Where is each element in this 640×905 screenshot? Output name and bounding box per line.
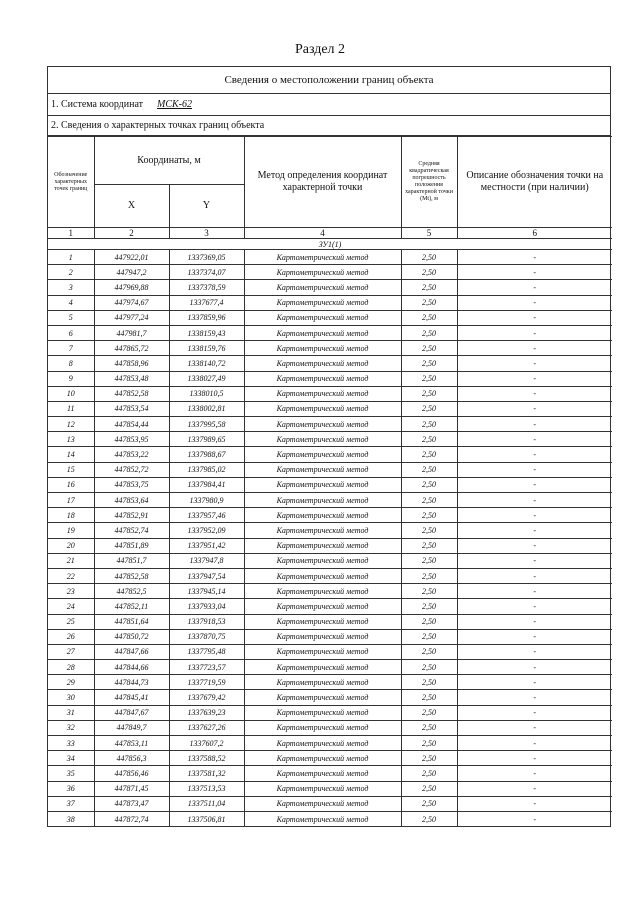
table-row bbox=[48, 568, 612, 583]
point-number: 21 bbox=[48, 553, 94, 568]
method: Картометрический метод bbox=[244, 250, 401, 265]
coordinate-x: 447849,7 bbox=[94, 720, 169, 735]
description: - bbox=[457, 310, 612, 325]
point-number: 5 bbox=[48, 310, 94, 325]
table-row bbox=[48, 660, 612, 675]
point-number: 20 bbox=[48, 538, 94, 553]
document-table bbox=[47, 66, 611, 827]
table-row bbox=[48, 386, 612, 401]
coordinate-x: 447922,01 bbox=[94, 250, 169, 265]
accuracy: 2,50 bbox=[401, 720, 457, 735]
table-row bbox=[48, 538, 612, 553]
coordinate-x: 447853,54 bbox=[94, 401, 169, 416]
table-row bbox=[48, 584, 612, 599]
table-row bbox=[48, 720, 612, 735]
point-number: 37 bbox=[48, 796, 94, 811]
description: - bbox=[457, 675, 612, 690]
coordinate-y: 1337980,9 bbox=[169, 493, 244, 508]
table-row bbox=[48, 371, 612, 386]
description: - bbox=[457, 265, 612, 280]
coordinate-y: 1337952,09 bbox=[169, 523, 244, 538]
method: Картометрический метод bbox=[244, 447, 401, 462]
table-row bbox=[48, 675, 612, 690]
coordinate-x: 447853,11 bbox=[94, 736, 169, 751]
method: Картометрический метод bbox=[244, 811, 401, 826]
coordinate-y: 1338159,43 bbox=[169, 325, 244, 340]
point-number: 28 bbox=[48, 660, 94, 675]
coordinate-y: 1337957,46 bbox=[169, 508, 244, 523]
coordinate-x: 447853,48 bbox=[94, 371, 169, 386]
accuracy: 2,50 bbox=[401, 553, 457, 568]
page-title: Раздел 2 bbox=[294, 42, 346, 57]
method: Картометрический метод bbox=[244, 325, 401, 340]
description: - bbox=[457, 325, 612, 340]
table-row bbox=[48, 599, 612, 614]
coordinate-x: 447974,67 bbox=[94, 295, 169, 310]
accuracy: 2,50 bbox=[401, 811, 457, 826]
coordinate-y: 1337795,48 bbox=[169, 644, 244, 659]
point-number: 18 bbox=[48, 508, 94, 523]
coordinate-y: 1337918,53 bbox=[169, 614, 244, 629]
coordinate-y: 1337947,8 bbox=[169, 553, 244, 568]
description: - bbox=[457, 781, 612, 796]
table-row bbox=[48, 523, 612, 538]
table-row bbox=[48, 462, 612, 477]
method: Картометрический метод bbox=[244, 690, 401, 705]
point-number: 38 bbox=[48, 811, 94, 826]
point-number: 7 bbox=[48, 341, 94, 356]
description: - bbox=[457, 295, 612, 310]
method: Картометрический метод bbox=[244, 705, 401, 720]
accuracy: 2,50 bbox=[401, 280, 457, 295]
point-number: 32 bbox=[48, 720, 94, 735]
description: - bbox=[457, 644, 612, 659]
coordinate-y: 1338159,76 bbox=[169, 341, 244, 356]
accuracy: 2,50 bbox=[401, 401, 457, 416]
description: - bbox=[457, 720, 612, 735]
accuracy: 2,50 bbox=[401, 599, 457, 614]
point-number: 29 bbox=[48, 675, 94, 690]
table-row bbox=[48, 781, 612, 796]
coordinate-x: 447847,67 bbox=[94, 705, 169, 720]
description: - bbox=[457, 401, 612, 416]
coordinate-y: 1338027,49 bbox=[169, 371, 244, 386]
accuracy: 2,50 bbox=[401, 371, 457, 386]
accuracy: 2,50 bbox=[401, 493, 457, 508]
table-row bbox=[48, 493, 612, 508]
coordinate-x: 447872,74 bbox=[94, 811, 169, 826]
accuracy: 2,50 bbox=[401, 265, 457, 280]
method: Картометрический метод bbox=[244, 644, 401, 659]
coordinate-y: 1337723,57 bbox=[169, 660, 244, 675]
accuracy: 2,50 bbox=[401, 614, 457, 629]
point-number: 4 bbox=[48, 295, 94, 310]
coordinate-y: 1337984,41 bbox=[169, 477, 244, 492]
description: - bbox=[457, 614, 612, 629]
point-number: 30 bbox=[48, 690, 94, 705]
accuracy: 2,50 bbox=[401, 538, 457, 553]
coordinate-y: 1338140,72 bbox=[169, 356, 244, 371]
coordinate-x: 447845,41 bbox=[94, 690, 169, 705]
coordinate-x: 447977,24 bbox=[94, 310, 169, 325]
coordinate-x: 447865,72 bbox=[94, 341, 169, 356]
coordinate-x: 447847,66 bbox=[94, 644, 169, 659]
description: - bbox=[457, 523, 612, 538]
coordinate-y: 1338010,5 bbox=[169, 386, 244, 401]
accuracy: 2,50 bbox=[401, 523, 457, 538]
table-row bbox=[48, 401, 612, 416]
description: - bbox=[457, 371, 612, 386]
column-number: 2 bbox=[94, 228, 169, 239]
method: Картометрический метод bbox=[244, 751, 401, 766]
accuracy: 2,50 bbox=[401, 447, 457, 462]
table-row bbox=[48, 508, 612, 523]
table-row bbox=[48, 310, 612, 325]
coordinate-x: 447853,75 bbox=[94, 477, 169, 492]
description: - bbox=[457, 538, 612, 553]
table-row bbox=[48, 766, 612, 781]
table-row bbox=[48, 644, 612, 659]
point-number: 3 bbox=[48, 280, 94, 295]
method: Картометрический метод bbox=[244, 553, 401, 568]
description: - bbox=[457, 356, 612, 371]
coordinate-y: 1337933,04 bbox=[169, 599, 244, 614]
point-number: 25 bbox=[48, 614, 94, 629]
coordinate-x: 447844,73 bbox=[94, 675, 169, 690]
method: Картометрический метод bbox=[244, 295, 401, 310]
description: - bbox=[457, 386, 612, 401]
header-coordinates: Координаты, м bbox=[94, 137, 244, 185]
method: Картометрический метод bbox=[244, 766, 401, 781]
point-number: 1 bbox=[48, 250, 94, 265]
table-row bbox=[48, 295, 612, 310]
description: - bbox=[457, 751, 612, 766]
description: - bbox=[457, 493, 612, 508]
point-number: 23 bbox=[48, 584, 94, 599]
coordinate-x: 447981,7 bbox=[94, 325, 169, 340]
table-row bbox=[48, 553, 612, 568]
point-number: 14 bbox=[48, 447, 94, 462]
description: - bbox=[457, 341, 612, 356]
accuracy: 2,50 bbox=[401, 736, 457, 751]
coordinate-x: 447850,72 bbox=[94, 629, 169, 644]
point-number: 2 bbox=[48, 265, 94, 280]
point-number: 8 bbox=[48, 356, 94, 371]
method: Картометрический метод bbox=[244, 720, 401, 735]
coordinate-y: 1337995,58 bbox=[169, 417, 244, 432]
coordinate-x: 447854,44 bbox=[94, 417, 169, 432]
points-table bbox=[48, 136, 612, 826]
land-plot-label: ЗУ1(1) bbox=[48, 239, 612, 250]
table-row bbox=[48, 447, 612, 462]
table-row bbox=[48, 796, 612, 811]
method: Картометрический метод bbox=[244, 432, 401, 447]
coordinate-y: 1337378,59 bbox=[169, 280, 244, 295]
description: - bbox=[457, 811, 612, 826]
point-number: 24 bbox=[48, 599, 94, 614]
table-row bbox=[48, 341, 612, 356]
method: Картометрический метод bbox=[244, 356, 401, 371]
column-number: 3 bbox=[169, 228, 244, 239]
method: Картометрический метод bbox=[244, 310, 401, 325]
point-number: 26 bbox=[48, 629, 94, 644]
coordinate-x: 447851,89 bbox=[94, 538, 169, 553]
point-number: 36 bbox=[48, 781, 94, 796]
table-row bbox=[48, 432, 612, 447]
accuracy: 2,50 bbox=[401, 462, 457, 477]
method: Картометрический метод bbox=[244, 614, 401, 629]
description: - bbox=[457, 508, 612, 523]
description: - bbox=[457, 553, 612, 568]
point-number: 9 bbox=[48, 371, 94, 386]
coordinate-system-label: 1. Система координат bbox=[51, 99, 144, 110]
accuracy: 2,50 bbox=[401, 295, 457, 310]
coordinate-x: 447852,91 bbox=[94, 508, 169, 523]
accuracy: 2,50 bbox=[401, 325, 457, 340]
accuracy: 2,50 bbox=[401, 386, 457, 401]
description: - bbox=[457, 766, 612, 781]
method: Картометрический метод bbox=[244, 371, 401, 386]
coordinate-y: 1337985,02 bbox=[169, 462, 244, 477]
accuracy: 2,50 bbox=[401, 432, 457, 447]
accuracy: 2,50 bbox=[401, 644, 457, 659]
coordinate-y: 1337679,42 bbox=[169, 690, 244, 705]
method: Картометрический метод bbox=[244, 386, 401, 401]
coordinate-system-value: МСК-62 bbox=[157, 99, 193, 110]
description: - bbox=[457, 417, 612, 432]
section-heading: Сведения о местоположении границ объекта bbox=[48, 67, 610, 94]
accuracy: 2,50 bbox=[401, 781, 457, 796]
coordinate-y: 1337859,96 bbox=[169, 310, 244, 325]
table-row bbox=[48, 690, 612, 705]
description: - bbox=[457, 280, 612, 295]
column-number: 1 bbox=[48, 228, 94, 239]
coordinate-y: 1337588,52 bbox=[169, 751, 244, 766]
coordinate-x: 447852,74 bbox=[94, 523, 169, 538]
method: Картометрический метод bbox=[244, 401, 401, 416]
point-number: 12 bbox=[48, 417, 94, 432]
method: Картометрический метод bbox=[244, 523, 401, 538]
point-number: 11 bbox=[48, 401, 94, 416]
coordinate-y: 1337989,65 bbox=[169, 432, 244, 447]
method: Картометрический метод bbox=[244, 599, 401, 614]
coordinate-x: 447852,58 bbox=[94, 386, 169, 401]
description: - bbox=[457, 599, 612, 614]
column-number: 5 bbox=[401, 228, 457, 239]
coordinate-x: 447969,88 bbox=[94, 280, 169, 295]
point-number: 19 bbox=[48, 523, 94, 538]
accuracy: 2,50 bbox=[401, 568, 457, 583]
coordinate-y: 1337947,54 bbox=[169, 568, 244, 583]
coordinate-y: 1337581,32 bbox=[169, 766, 244, 781]
coordinate-x: 447853,64 bbox=[94, 493, 169, 508]
point-number: 22 bbox=[48, 568, 94, 583]
accuracy: 2,50 bbox=[401, 705, 457, 720]
header-point-designation: Обозначение характерных точек границ bbox=[48, 137, 94, 228]
table-row bbox=[48, 629, 612, 644]
coordinate-y: 1337870,75 bbox=[169, 629, 244, 644]
method: Картометрический метод bbox=[244, 508, 401, 523]
header-x: X bbox=[94, 185, 169, 228]
method: Картометрический метод bbox=[244, 660, 401, 675]
description: - bbox=[457, 250, 612, 265]
table-row bbox=[48, 736, 612, 751]
table-row bbox=[48, 614, 612, 629]
coordinate-y: 1337639,23 bbox=[169, 705, 244, 720]
column-number: 4 bbox=[244, 228, 401, 239]
accuracy: 2,50 bbox=[401, 477, 457, 492]
description: - bbox=[457, 705, 612, 720]
table-row bbox=[48, 280, 612, 295]
description: - bbox=[457, 629, 612, 644]
point-number: 35 bbox=[48, 766, 94, 781]
coordinate-x: 447844,66 bbox=[94, 660, 169, 675]
method: Картометрический метод bbox=[244, 477, 401, 492]
point-number: 10 bbox=[48, 386, 94, 401]
header-description: Описание обозначения точки на местности (при наличии) bbox=[457, 137, 612, 228]
description: - bbox=[457, 796, 612, 811]
method: Картометрический метод bbox=[244, 568, 401, 583]
description: - bbox=[457, 447, 612, 462]
header-y: Y bbox=[169, 185, 244, 228]
coordinate-y: 1337513,53 bbox=[169, 781, 244, 796]
coordinate-y: 1337951,42 bbox=[169, 538, 244, 553]
coordinate-x: 447873,47 bbox=[94, 796, 169, 811]
description: - bbox=[457, 462, 612, 477]
accuracy: 2,50 bbox=[401, 508, 457, 523]
accuracy: 2,50 bbox=[401, 250, 457, 265]
coordinate-x: 447852,72 bbox=[94, 462, 169, 477]
method: Картометрический метод bbox=[244, 584, 401, 599]
method: Картометрический метод bbox=[244, 417, 401, 432]
description: - bbox=[457, 660, 612, 675]
accuracy: 2,50 bbox=[401, 584, 457, 599]
point-number: 27 bbox=[48, 644, 94, 659]
table-row bbox=[48, 325, 612, 340]
description: - bbox=[457, 477, 612, 492]
point-number: 16 bbox=[48, 477, 94, 492]
accuracy: 2,50 bbox=[401, 690, 457, 705]
table-row bbox=[48, 811, 612, 826]
table-row bbox=[48, 265, 612, 280]
accuracy: 2,50 bbox=[401, 751, 457, 766]
accuracy: 2,50 bbox=[401, 356, 457, 371]
coordinate-x: 447856,46 bbox=[94, 766, 169, 781]
description: - bbox=[457, 568, 612, 583]
method: Картометрический метод bbox=[244, 629, 401, 644]
description: - bbox=[457, 690, 612, 705]
method: Картометрический метод bbox=[244, 341, 401, 356]
accuracy: 2,50 bbox=[401, 629, 457, 644]
coordinate-x: 447852,5 bbox=[94, 584, 169, 599]
point-number: 13 bbox=[48, 432, 94, 447]
coordinate-y: 1337511,04 bbox=[169, 796, 244, 811]
coordinate-x: 447852,11 bbox=[94, 599, 169, 614]
coordinate-y: 1337374,07 bbox=[169, 265, 244, 280]
header-method: Метод определения координат характерной точки bbox=[244, 137, 401, 228]
method: Картометрический метод bbox=[244, 675, 401, 690]
point-number: 34 bbox=[48, 751, 94, 766]
description: - bbox=[457, 432, 612, 447]
header-accuracy: Средняя квадратическая погрешность положения характерной точки (Mt), м bbox=[401, 137, 457, 228]
table-row bbox=[48, 477, 612, 492]
coordinate-x: 447853,22 bbox=[94, 447, 169, 462]
table-row bbox=[48, 417, 612, 432]
point-number: 15 bbox=[48, 462, 94, 477]
accuracy: 2,50 bbox=[401, 766, 457, 781]
coordinate-y: 1338002,81 bbox=[169, 401, 244, 416]
accuracy: 2,50 bbox=[401, 660, 457, 675]
accuracy: 2,50 bbox=[401, 796, 457, 811]
method: Картометрический метод bbox=[244, 280, 401, 295]
coordinate-y: 1337607,2 bbox=[169, 736, 244, 751]
coordinate-system-row bbox=[48, 94, 610, 116]
coordinate-x: 447851,7 bbox=[94, 553, 169, 568]
coordinate-x: 447853,95 bbox=[94, 432, 169, 447]
method: Картометрический метод bbox=[244, 538, 401, 553]
table-row bbox=[48, 705, 612, 720]
method: Картометрический метод bbox=[244, 781, 401, 796]
table-row bbox=[48, 250, 612, 265]
accuracy: 2,50 bbox=[401, 675, 457, 690]
point-number: 31 bbox=[48, 705, 94, 720]
point-number: 6 bbox=[48, 325, 94, 340]
coordinate-x: 447947,2 bbox=[94, 265, 169, 280]
method: Картометрический метод bbox=[244, 462, 401, 477]
coordinate-x: 447851,64 bbox=[94, 614, 169, 629]
points-section-label: 2. Сведения о характерных точках границ объекта bbox=[48, 116, 610, 136]
coordinate-x: 447852,58 bbox=[94, 568, 169, 583]
coordinate-y: 1337945,14 bbox=[169, 584, 244, 599]
accuracy: 2,50 bbox=[401, 417, 457, 432]
coordinate-y: 1337627,26 bbox=[169, 720, 244, 735]
coordinate-y: 1337369,05 bbox=[169, 250, 244, 265]
method: Картометрический метод bbox=[244, 796, 401, 811]
coordinate-x: 447858,96 bbox=[94, 356, 169, 371]
method: Картометрический метод bbox=[244, 493, 401, 508]
coordinate-y: 1337719,59 bbox=[169, 675, 244, 690]
description: - bbox=[457, 584, 612, 599]
coordinate-y: 1337506,81 bbox=[169, 811, 244, 826]
point-number: 33 bbox=[48, 736, 94, 751]
description: - bbox=[457, 736, 612, 751]
coordinate-x: 447871,45 bbox=[94, 781, 169, 796]
method: Картометрический метод bbox=[244, 736, 401, 751]
accuracy: 2,50 bbox=[401, 341, 457, 356]
method: Картометрический метод bbox=[244, 265, 401, 280]
table-row bbox=[48, 356, 612, 371]
point-number: 17 bbox=[48, 493, 94, 508]
column-number: 6 bbox=[457, 228, 612, 239]
coordinate-y: 1337677,4 bbox=[169, 295, 244, 310]
table-row bbox=[48, 751, 612, 766]
coordinate-y: 1337988,67 bbox=[169, 447, 244, 462]
accuracy: 2,50 bbox=[401, 310, 457, 325]
coordinate-x: 447856,3 bbox=[94, 751, 169, 766]
